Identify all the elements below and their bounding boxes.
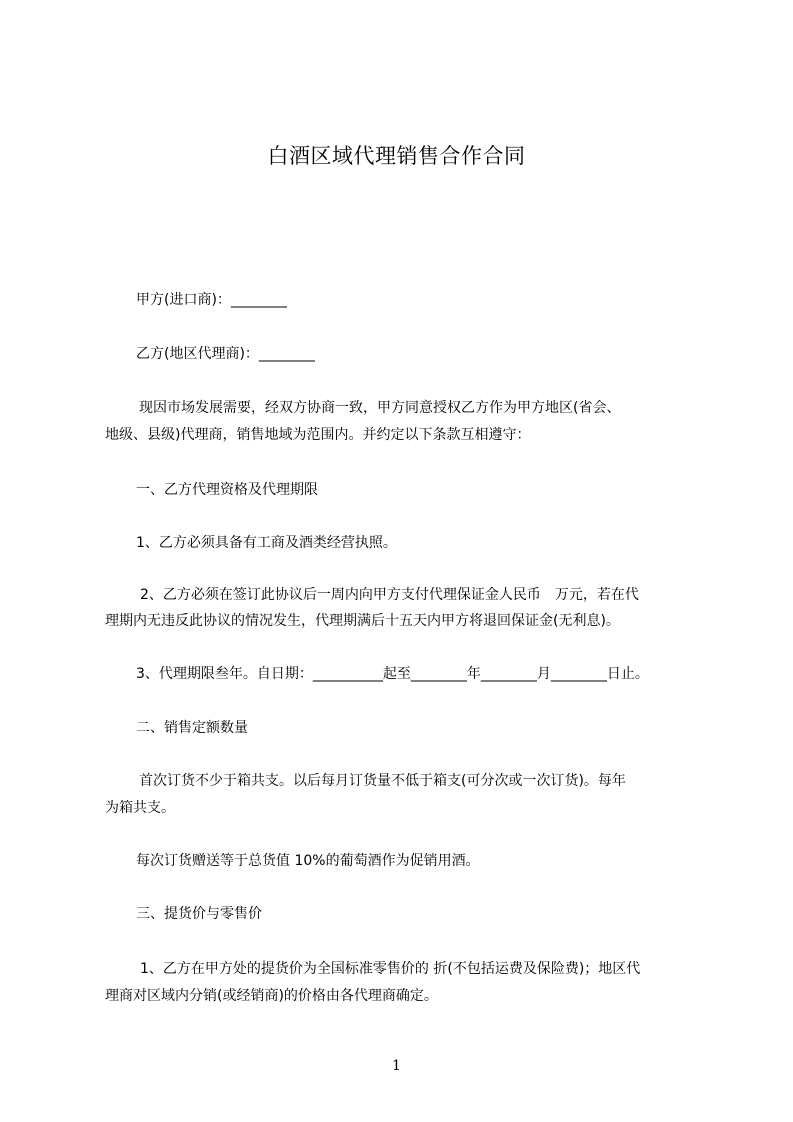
section-1-heading: 一、乙方代理资格及代理期限: [136, 482, 318, 498]
section-1-item-1: 1、乙方必须具备有工商及酒类经营执照。: [136, 535, 397, 551]
section-2-heading: 二、销售定额数量: [136, 720, 248, 736]
section-3-item-1-line-1: 1、乙方在甲方处的提货价为全国标准零售价的 折(不包括运费及保险费)；地区代: [140, 961, 641, 977]
party-b-line: 乙方(地区代理商)：________: [136, 346, 315, 362]
section-1-item-3: 3、代理期限叁年。自日期：__________起至________年________月________日止。: [136, 666, 649, 682]
document-title: 白酒区域代理销售合作合同: [267, 144, 526, 168]
party-a-line: 甲方(进口商)：________: [136, 292, 287, 308]
page-number: 1: [392, 1058, 401, 1074]
section-3-item-1-line-2: 理商对区域内分销(或经销商)的价格由各代理商确定。: [105, 988, 438, 1004]
section-3-heading: 三、提货价与零售价: [136, 906, 262, 922]
intro-paragraph-line-2: 地级、县级)代理商，销售地域为范围内。并约定以下条款互相遵守：: [105, 427, 531, 443]
section-2-paragraph-2: 每次订货赠送等于总货值 10%的葡萄酒作为促销用酒。: [136, 853, 480, 869]
section-2-paragraph-1-line-2: 为箱共支。: [105, 800, 175, 816]
intro-paragraph-line-1: 现因市场发展需要，经双方协商一致，甲方同意授权乙方作为甲方地区(省会、: [139, 400, 621, 416]
section-1-item-2-line-1: 2、乙方必须在签订此协议后一周内向甲方支付代理保证金人民币 万元，若在代: [140, 587, 639, 603]
section-2-paragraph-1-line-1: 首次订货不少于箱共支。以后每月订货量不低于箱支(可分次或一次订货)。每年: [139, 773, 626, 789]
section-1-item-2-line-2: 理期内无违反此协议的情况发生，代理期满后十五天内甲方将退回保证金(无利息)。: [105, 613, 620, 629]
